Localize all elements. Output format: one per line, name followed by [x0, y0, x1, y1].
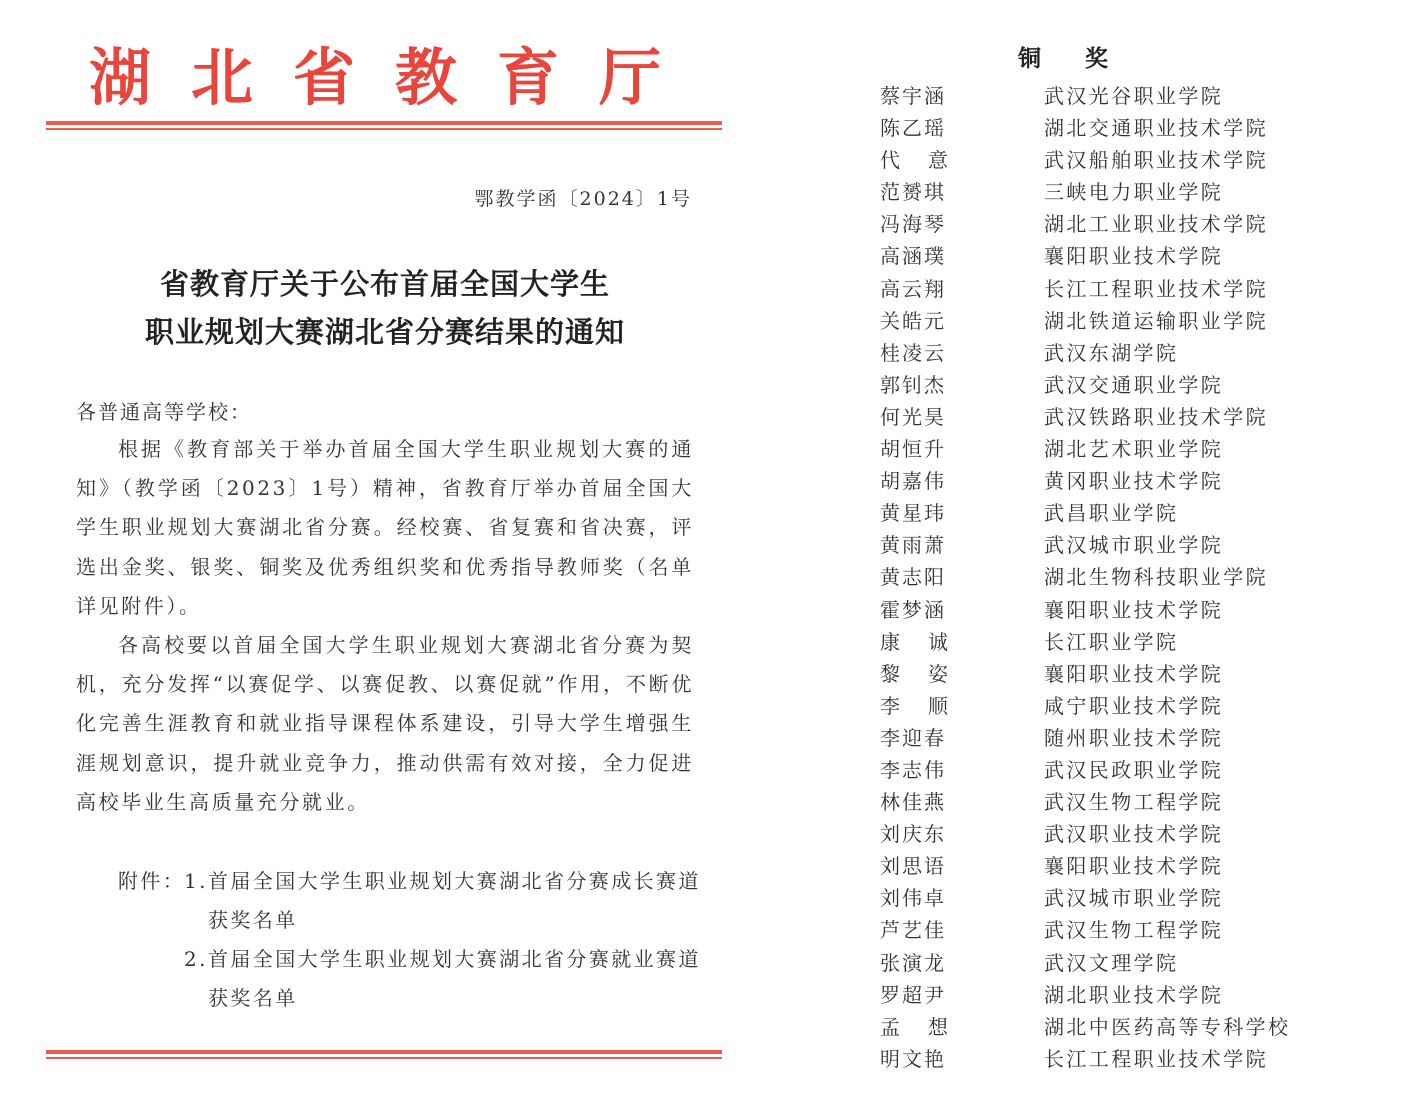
- winner-school: 武汉生物工程学院: [1044, 918, 1224, 943]
- winner-name: 孟想: [880, 1014, 976, 1039]
- winner-name: 冯海琴: [880, 212, 946, 237]
- winner-school: 湖北铁道运输职业学院: [1044, 308, 1268, 333]
- winner-school: 武汉民政职业学院: [1044, 757, 1224, 782]
- winner-school: 长江职业学院: [1044, 629, 1179, 654]
- winner-school: 武汉铁路职业技术学院: [1044, 404, 1268, 429]
- winner-row: [880, 305, 1400, 337]
- winner-row: [880, 754, 1400, 786]
- winner-school: 武昌职业学院: [1044, 501, 1179, 526]
- winner-school: 武汉城市职业学院: [1044, 533, 1224, 558]
- winner-name: 关皓元: [880, 308, 946, 333]
- winner-name: 刘庆东: [880, 822, 946, 847]
- notice-title-line2: 职业规划大赛湖北省分赛结果的通知: [144, 315, 625, 349]
- body-paragraph-2: 各高校要以首届全国大学生职业规划大赛湖北省分赛为契机，充分发挥“以赛促学、以赛促教、以赛促就”作用，不断优化完善生涯教育和就业指导课程体系建设，引导大学生增强生涯规划意识，提升就业竞争力，推动供需有效对接，全力促进高校毕业生高质量充分就业。: [76, 633, 694, 814]
- document-number: 鄂教学函〔2024〕1号: [474, 188, 692, 210]
- winner-school: 三峡电力职业学院: [1044, 180, 1224, 205]
- winner-school: 湖北艺术职业学院: [1044, 437, 1224, 462]
- winner-row: [880, 80, 1400, 112]
- winner-school: 长江工程职业技术学院: [1044, 276, 1268, 301]
- winner-school: 武汉职业技术学院: [1044, 822, 1224, 847]
- attachment-item-continued: [118, 979, 708, 1018]
- winner-row: [880, 273, 1400, 305]
- winner-name: 高云翔: [880, 276, 946, 301]
- footer-rule: [46, 1050, 722, 1054]
- winner-school: 武汉文理学院: [1044, 950, 1179, 975]
- winner-row: [880, 690, 1400, 722]
- winner-school: 湖北生物科技职业学院: [1044, 565, 1268, 590]
- winner-name: 黎姿: [880, 661, 976, 686]
- winner-row: [880, 112, 1400, 144]
- winner-school: 武汉船舶职业技术学院: [1044, 148, 1268, 173]
- winner-name: 桂凌云: [880, 340, 946, 365]
- winner-school: 武汉交通职业学院: [1044, 372, 1224, 397]
- addressee: 各普通高等学校：: [76, 400, 252, 424]
- winner-row: [880, 529, 1400, 561]
- winner-row: [880, 561, 1400, 593]
- winner-row: [880, 337, 1400, 369]
- winner-row: [880, 882, 1400, 914]
- winner-row: [880, 658, 1400, 690]
- winner-name: 胡嘉伟: [880, 469, 946, 494]
- winner-name: 黄志阳: [880, 565, 946, 590]
- winner-row: [880, 465, 1400, 497]
- winner-name: 林佳燕: [880, 790, 946, 815]
- winner-row: [880, 850, 1400, 882]
- winner-row: [880, 914, 1400, 946]
- winner-row: [880, 786, 1400, 818]
- winner-school: 湖北中医药高等专科学校: [1044, 1014, 1291, 1039]
- winner-school: 武汉光谷职业学院: [1044, 84, 1224, 108]
- winner-name: 刘伟卓: [880, 886, 946, 911]
- winner-school: 湖北工业职业技术学院: [1044, 212, 1268, 237]
- winner-name: 明文艳: [880, 1046, 946, 1071]
- winner-name: 李顺: [880, 693, 976, 718]
- winner-name: 胡恒升: [880, 437, 946, 462]
- winner-school: 长江工程职业技术学院: [1044, 1046, 1268, 1071]
- winner-row: [880, 433, 1400, 465]
- winner-row: [880, 947, 1400, 979]
- footer-rule-thin: [46, 1057, 722, 1059]
- attachment-title-cont: 获奖名单: [208, 986, 298, 1010]
- winner-school: 黄冈职业技术学院: [1044, 469, 1224, 494]
- winner-row: [880, 176, 1400, 208]
- attachment-number: 1.: [184, 869, 208, 893]
- attachment-title-cont: 获奖名单: [208, 908, 298, 932]
- winner-school: 襄阳职业技术学院: [1044, 854, 1224, 879]
- winner-school: 湖北职业技术学院: [1044, 982, 1224, 1007]
- winner-name: 黄雨萧: [880, 533, 946, 558]
- winner-row: [880, 497, 1400, 529]
- winner-name: 黄星玮: [880, 501, 946, 526]
- winner-school: 武汉生物工程学院: [1044, 790, 1224, 815]
- winner-name: 蔡宇涵: [880, 84, 946, 108]
- attachment-item: [118, 940, 708, 979]
- winner-name: 罗超尹: [880, 982, 946, 1007]
- attachment-title: 首届全国大学生职业规划大赛湖北省分赛就业赛道: [208, 947, 701, 971]
- attachment-title: 首届全国大学生职业规划大赛湖北省分赛成长赛道: [208, 869, 701, 893]
- winner-school: 武汉东湖学院: [1044, 340, 1179, 365]
- winner-row: [880, 626, 1400, 658]
- winner-school: 襄阳职业技术学院: [1044, 597, 1224, 622]
- winner-name: 何光昊: [880, 404, 946, 429]
- winner-name: 范赟琪: [880, 180, 946, 205]
- winner-name: 芦艺佳: [880, 918, 946, 943]
- winner-name: 霍梦涵: [880, 597, 946, 622]
- winner-row: [880, 979, 1400, 1011]
- winner-name: 刘思语: [880, 854, 946, 879]
- winner-row: [880, 208, 1400, 240]
- bronze-winners-list: [880, 80, 1400, 1075]
- attachments-label: 附件：: [118, 869, 186, 893]
- winner-school: 湖北交通职业技术学院: [1044, 116, 1268, 141]
- department-masthead: 湖北省教育厅: [88, 41, 701, 114]
- winner-name: 陈乙瑶: [880, 116, 946, 141]
- winner-school: 咸宁职业技术学院: [1044, 693, 1224, 718]
- winner-row: [880, 369, 1400, 401]
- winner-school: 襄阳职业技术学院: [1044, 661, 1224, 686]
- winner-name: 李志伟: [880, 757, 946, 782]
- winner-name: 高涵璞: [880, 244, 946, 269]
- winners-page: [760, 0, 1412, 1105]
- body-paragraph-1: 根据《教育部关于举办首届全国大学生职业规划大赛的通知》（教学函〔2023〕1号）精神，省教育厅举办首届全国大学生职业规划大赛湖北省分赛。经校赛、省复赛和省决赛，评选出金奖、银奖、铜奖及优秀组织奖和优秀指导教师奖（名单详见附件）。: [76, 437, 694, 618]
- winner-name: 代意: [880, 148, 976, 173]
- attachment-item: [118, 862, 708, 901]
- winner-name: 康诚: [880, 629, 976, 654]
- header-rule-thin: [46, 128, 722, 130]
- winner-name: 郭钊杰: [880, 372, 946, 397]
- winner-school: 随州职业技术学院: [1044, 725, 1224, 750]
- winner-name: 张演龙: [880, 950, 946, 975]
- header-rule: [46, 121, 722, 125]
- winner-school: 襄阳职业技术学院: [1044, 244, 1224, 269]
- bronze-award-heading: 铜 奖: [1018, 45, 1127, 72]
- winner-row: [880, 240, 1400, 272]
- notice-title-line1: 省教育厅关于公布首届全国大学生: [159, 267, 610, 301]
- winner-row: [880, 1043, 1400, 1075]
- attachment-number: 2.: [184, 947, 208, 971]
- winner-row: [880, 144, 1400, 176]
- winner-row: [880, 401, 1400, 433]
- winner-row: [880, 722, 1400, 754]
- winner-name: 李迎春: [880, 725, 946, 750]
- winner-row: [880, 818, 1400, 850]
- winner-school: 武汉城市职业学院: [1044, 886, 1224, 911]
- winner-row: [880, 594, 1400, 626]
- attachment-item-continued: [118, 901, 708, 940]
- attachments-list: [118, 862, 708, 1018]
- winner-row: [880, 1011, 1400, 1043]
